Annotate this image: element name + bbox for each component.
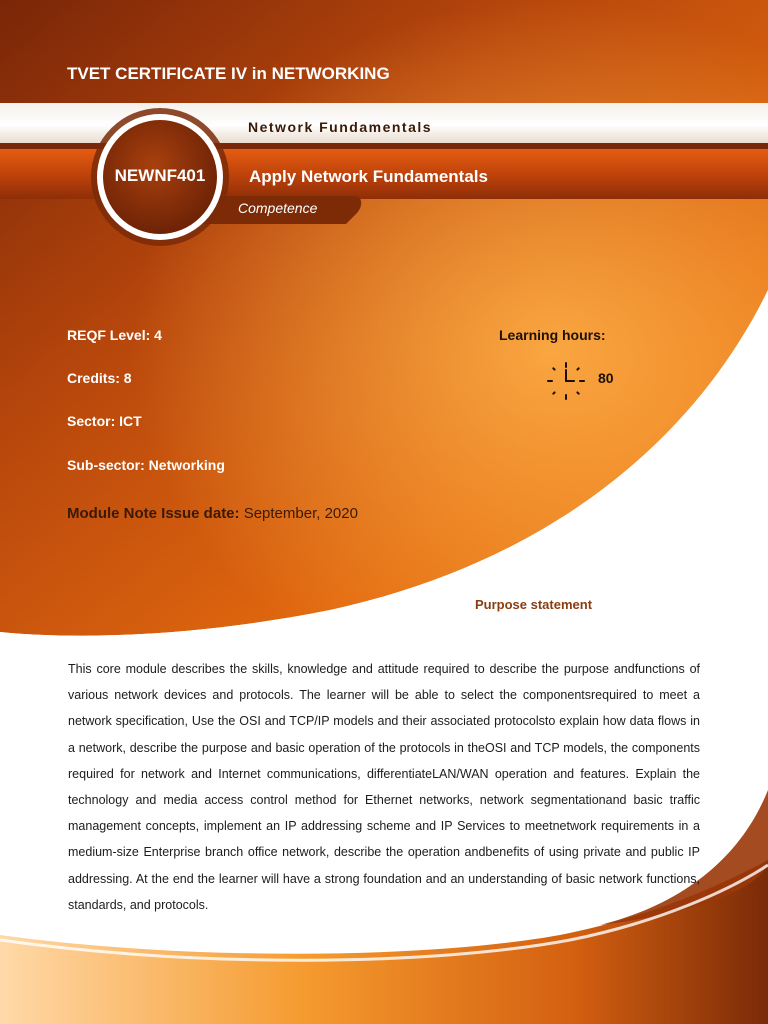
purpose-statement-title: Purpose statement — [475, 597, 593, 612]
sector: Sector: ICT — [67, 413, 142, 429]
learning-hours-value: 80 — [598, 370, 614, 386]
competence-tag: Competence — [238, 200, 318, 216]
clock-icon — [546, 361, 586, 401]
sub-sector: Sub-sector: Networking — [67, 457, 225, 473]
purpose-statement-text: This core module describes the skills, knowledge and attitude required to describe the purpose andfunctions of various network devices and protocols. The learner will be able to select the componentsrequired to meet a network specification, Use the OSI and TCP/IP models and their associated protocolsto explain how data flows in a network, describe the purpose and basic operation of the protocols in theOSI and TCP models, the components required for network and Internet communications, differentiateLAN/WAN operation and features. Explain the technology and media access control method for Ethernet networks, network segmentationand basic traffic management concepts, implement an IP addressing scheme and IP Services to meetnetwork requirements in a medium-size Enterprise branch office network, describe the operation andbenefits of using private and public IP addressing. At the end the learner will have a strong foundation and an understanding of basic network functions, standards, and protocols. — [68, 662, 700, 912]
competence-title: Apply Network Fundamentals — [249, 167, 488, 186]
module-code: NEWNF401 — [114, 166, 206, 185]
issue-date-value: September, 2020 — [243, 505, 358, 522]
reqf-level: REQF Level: 4 — [67, 327, 162, 343]
module-name: Network Fundamentals — [248, 119, 433, 135]
credits: Credits: 8 — [67, 370, 132, 386]
issue-date-label: Module Note Issue date: — [67, 505, 240, 522]
learning-hours-label: Learning hours: — [499, 327, 606, 343]
certificate-title: TVET CERTIFICATE IV in NETWORKING — [67, 64, 390, 83]
issue-date-line — [67, 505, 358, 522]
